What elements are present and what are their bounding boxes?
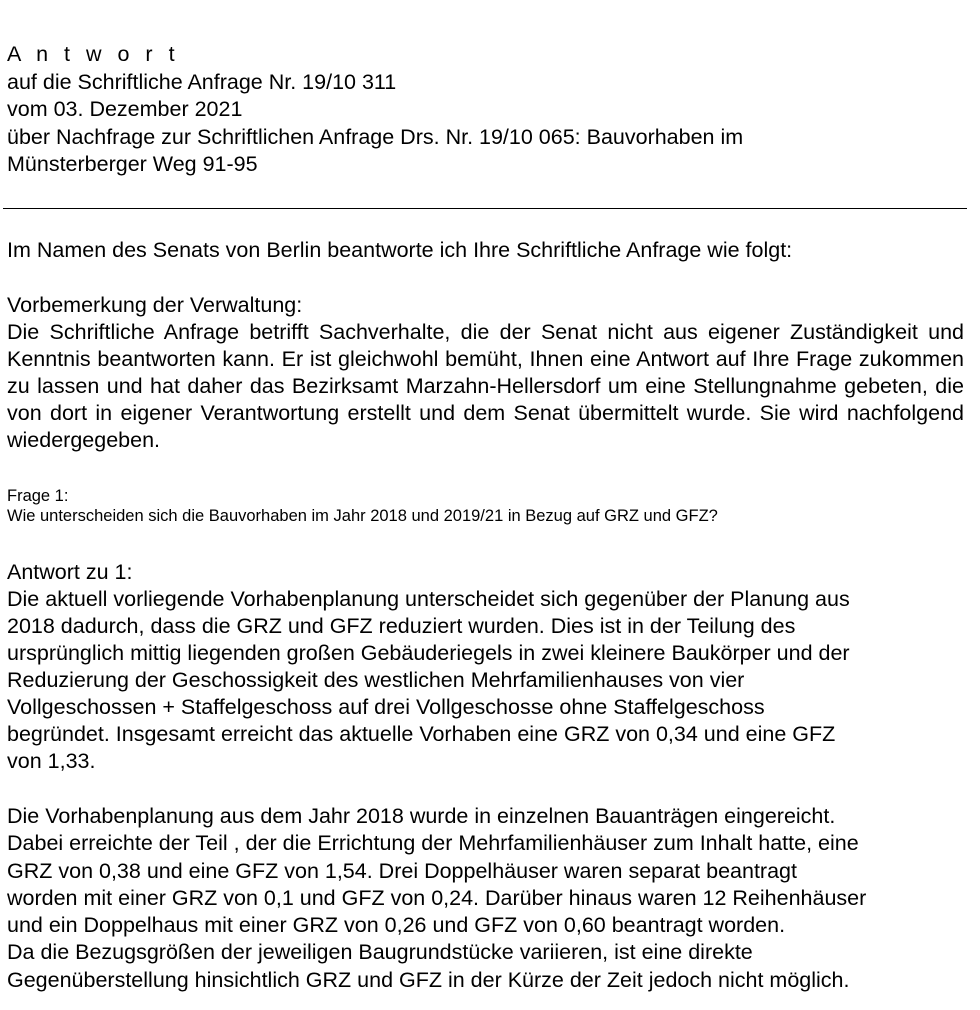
header-divider: [3, 208, 967, 209]
question-1-label: Frage 1:: [7, 487, 69, 505]
answer-1-paragraph-2-line: Gegenüberstellung hinsichtlich GRZ und GFZ in der Kürze der Zeit jedoch nicht möglich.: [7, 967, 850, 992]
answer-1-paragraph-2-line: Dabei erreichte der Teil , der die Errichtung der Mehrfamilienhäuser zum Inhalt hatte, eine: [7, 831, 859, 856]
document-header: [7, 41, 967, 179]
answer-title: A n t w o r t: [7, 42, 180, 66]
question-1: [7, 486, 967, 526]
answer-1-paragraph-2-line: worden mit einer GRZ von 0,1 und GFZ von 0,24. Darüber hinaus waren 12 Reihenhäuser: [7, 885, 867, 910]
answer-1-paragraph-2-line: Die Vorhabenplanung aus dem Jahr 2018 wurde in einzelnen Bauanträgen eingereicht.: [7, 804, 836, 828]
preliminary-remark-label: Vorbemerkung der Verwaltung:: [7, 293, 303, 317]
question-1-text: Wie unterscheiden sich die Bauvorhaben im Jahr 2018 und 2019/21 in Bezug auf GRZ und GFZ?: [7, 507, 718, 525]
answer-1-paragraph-1-line: Die aktuell vorliegende Vorhabenplanung unterscheidet sich gegenüber der Planung aus: [7, 587, 850, 611]
inquiry-number: auf die Schriftliche Anfrage Nr. 19/10 311: [7, 69, 397, 94]
answer-1: [7, 559, 967, 775]
answer-1-paragraph-2-line: Da die Bezugsgrößen der jeweiligen Baugrundstücke variieren, ist eine direkte: [7, 940, 753, 965]
inquiry-date: vom 03. Dezember 2021: [7, 97, 243, 121]
answer-1-paragraph-1-line: Vollgeschossen + Staffelgeschoss auf drei Vollgeschosse ohne Staffelgeschoss: [7, 695, 765, 719]
answer-1-paragraph-1-line: Reduzierung der Geschossigkeit des westlichen Mehrfamilienhauses von vier: [7, 668, 745, 692]
answer-1-paragraph-2-line: und ein Doppelhaus mit einer GRZ von 0,26 und GFZ von 0,60 beantragt worden.: [7, 913, 786, 938]
inquiry-subject-line2: Münsterberger Weg 91-95: [7, 152, 258, 176]
answer-1-paragraph-1-line: begründet. Insgesamt erreicht das aktuelle Vorhaben eine GRZ von 0,34 und eine GFZ: [7, 722, 836, 746]
answer-1-paragraph-1-line: von 1,33.: [7, 749, 96, 773]
answer-1-paragraph-1-line: 2018 dadurch, dass die GRZ und GFZ reduziert wurden. Dies ist in der Teilung des: [7, 614, 796, 638]
preliminary-remark-text: Die Schriftliche Anfrage betrifft Sachverhalte, die der Senat nicht aus eigener Zuständigkeit und Kenntnis beantworten kann. Er ist gleichwohl bemüht, Ihnen eine Antwort auf Ihre Frage zukommen zu lassen und hat daher das Bezirksamt Marzahn-Hellersdorf um eine Stellungnahme gebeten, die von dort in eigener Verantwortung erstellt und dem Senat übermittelt wurde. Sie wird nachfolgend wiedergegeben.: [7, 320, 964, 452]
answer-1-paragraph-1-line: ursprünglich mittig liegenden großen Gebäuderiegels in zwei kleinere Baukörper und der: [7, 641, 850, 665]
inquiry-subject-line1: über Nachfrage zur Schriftlichen Anfrage Drs. Nr. 19/10 065: Bauvorhaben im: [7, 124, 744, 149]
preliminary-remark: [7, 292, 964, 454]
intro-text: Im Namen des Senats von Berlin beantworte ich Ihre Schriftliche Anfrage wie folgt:: [7, 238, 793, 262]
answer-1-paragraph-2-line: GRZ von 0,38 und eine GFZ von 1,54. Drei Doppelhäuser waren separat beantragt: [7, 858, 797, 883]
answer-1-label: Antwort zu 1:: [7, 560, 133, 584]
answer-1-paragraph-2: [7, 803, 967, 994]
